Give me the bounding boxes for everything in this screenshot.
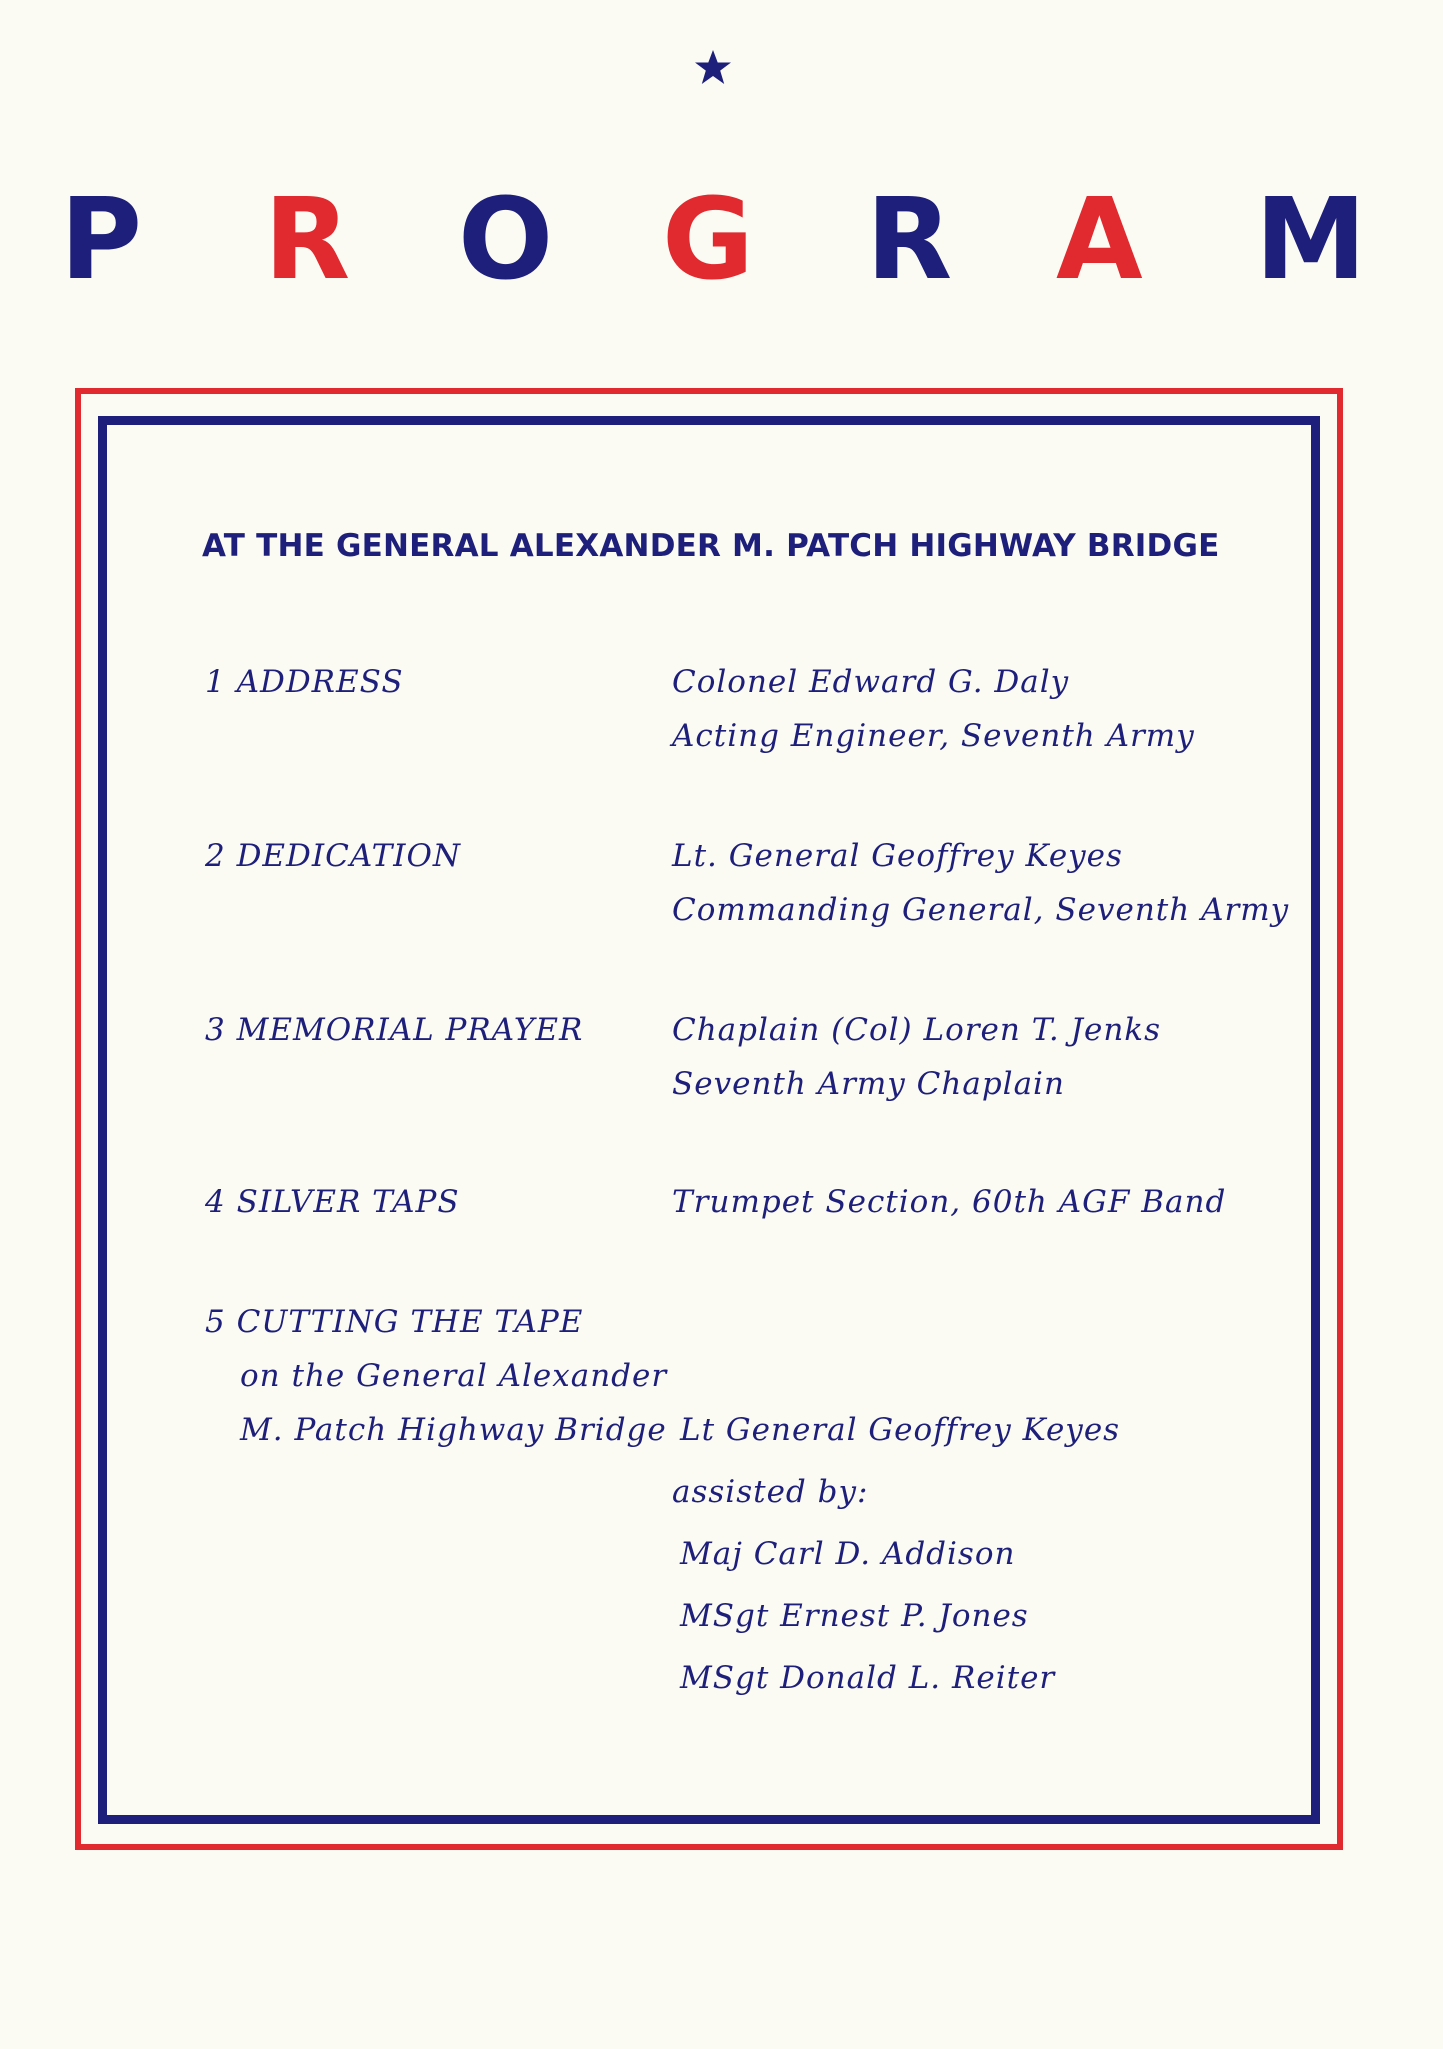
title-letter-a: A [1056, 175, 1143, 305]
program-title [60, 175, 1370, 305]
program-item-3-label: 3 MEMORIAL PRAYER [205, 1012, 584, 1048]
program-item-5-detail-2: M. Patch Highway Bridge [240, 1412, 667, 1448]
venue-heading: AT THE GENERAL ALEXANDER M. PATCH HIGHWAY BRIDGE [202, 528, 1220, 564]
program-item-5-officiant: Lt General Geoffrey Keyes [680, 1412, 1121, 1448]
star-icon [693, 48, 733, 88]
program-item-5-label: 5 CUTTING THE TAPE [205, 1304, 584, 1340]
title-letter-m: M [1255, 175, 1367, 305]
program-item-2-role: Commanding General, Seventh Army [672, 892, 1290, 928]
program-item-2-speaker: Lt. General Geoffrey Keyes [672, 838, 1123, 874]
program-item-1-role: Acting Engineer, Seventh Army [672, 718, 1195, 754]
title-letter-p: P [60, 175, 143, 305]
title-letter-r2: R [866, 175, 953, 305]
program-item-3-speaker: Chaplain (Col) Loren T. Jenks [672, 1012, 1161, 1048]
program-item-2-label: 2 DEDICATION [205, 838, 462, 874]
title-letter-o: O [458, 175, 554, 305]
program-item-1-speaker: Colonel Edward G. Daly [672, 664, 1070, 700]
program-item-5-assistant-3: MSgt Donald L. Reiter [680, 1660, 1056, 1696]
title-letter-g: G [662, 175, 754, 305]
program-item-1-label: 1 ADDRESS [205, 664, 404, 700]
title-letter-r: R [264, 175, 351, 305]
program-item-5-assisted-by: assisted by: [672, 1474, 869, 1510]
program-item-5-detail-1: on the General Alexander [240, 1358, 668, 1394]
program-item-3-role: Seventh Army Chaplain [672, 1066, 1065, 1102]
program-item-4-label: 4 SILVER TAPS [205, 1184, 460, 1220]
program-item-5-assistant-1: Maj Carl D. Addison [680, 1536, 1016, 1572]
program-item-4-performer: Trumpet Section, 60th AGF Band [672, 1184, 1227, 1220]
program-item-5-assistant-2: MSgt Ernest P. Jones [680, 1598, 1029, 1634]
